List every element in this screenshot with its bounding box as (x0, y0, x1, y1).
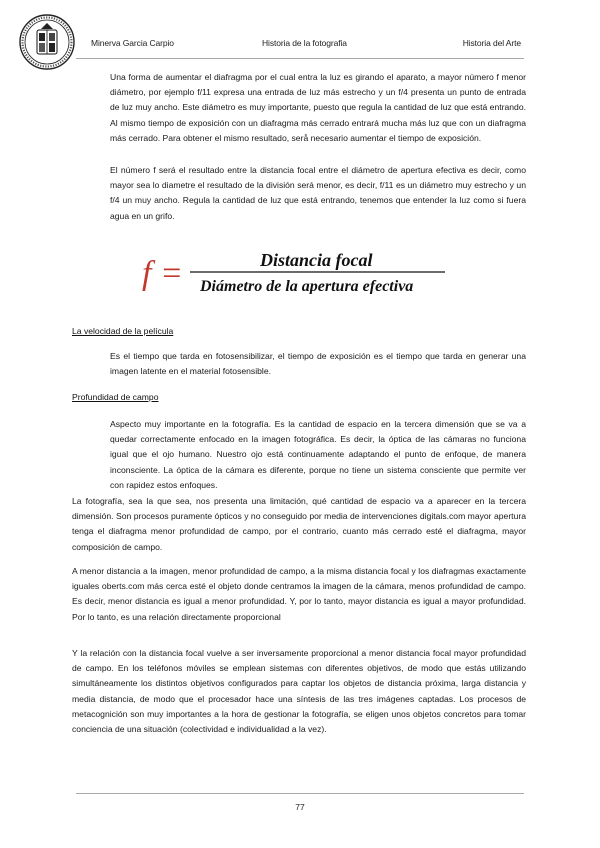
paragraph-limitation: La fotografía, sea la que sea, nos presenta una limitación, qué cantidad de espacio va a aparecer en la tercera dimensión. Son procesos puramente ópticos y no conseguido por media de intervenciones digitals.com mayor apertura tenga el diafragma menor profundidad de campo, por el contrario, cuanto más cerrado esté el diafragma, mayor composición de campo. (72, 496, 526, 552)
paragraph-depth-of-field: Aspecto muy importante en la fotografía. Es la cantidad de espacio en la tercera dimensión que se va a quedar correctamente enfocado en la imagen fotográfica. Es decir, la óptica de las cámaras no funciona igual que el ojo humano. Nuestro ojo está continuamente adaptando el punto de enfoque, de manera inconsciente. La óptica de la cámara es diferente, porque no tiene un sistema consciente que permite ver con rapidez estos enfoques. (110, 419, 526, 490)
header-divider (76, 58, 524, 59)
heading-depth-of-field: Profundidad de campo (72, 392, 159, 402)
paragraph-film-speed: Es el tiempo que tarda en fotosensibilizar, el tiempo de exposición es el tiempo que tarda en generar una imagen latente en el material fotosensible. (110, 351, 526, 377)
heading-film-speed: La velocidad de la película (72, 326, 174, 336)
paragraph-f-number: El número f será el resultado entre la distancia focal entre el diámetro de apertura efectiva es decir, como mayor sea lo diametre el resultado de la división será menor, es decir, f/11 es un diámetro muy estrecho y un f/4 un muy ancho. Regula la cantidad de luz que está entrando, tenemos que entender la luz como si fuera agua en un grifo. (110, 165, 526, 221)
header-author: Minerva Garcia Carpio (91, 38, 174, 48)
header-subject: Historia del Arte (462, 38, 521, 48)
university-seal-logo (19, 14, 75, 70)
paragraph-focal-distance: Y la relación con la distancia focal vuelve a ser inversamente proporcional a menor distancia focal mayor profundidad de campo. En los teléfonos móviles se emplean sistemas con diferentes objetivos, de modo que estás utilizando simultáneamente los distintos objetivos configurados para captar los objetos de distancia próxima, larga distancia y media distancia, de modo que el procesador hace una síntesis de las tres imágenes captadas. Los procesos de metacognición son muy importantes a la hora de gestionar la fotografía, se eligen unos objetos concretos para tomar conciencia de una situación (colectividad e individualidad a la vez). (72, 648, 526, 735)
header-document-title: Historia de la fotografia (262, 38, 347, 48)
paragraph-aperture: Una forma de aumentar el diafragma por el cual entra la luz es girando el aparato, a mayor número f menor diámetro, por ejemplo f/11 expresa una entrada de luz más estrecho y un f/4 presenta un punto de entrada de luz muy ancho. Este diámetro es muy importante, puesto que regula la cantidad de luz que está entrando. Al mismo tiempo de exposición con un diafragma más cerrado entrará mucha más luz que con un diafragma más cerrado. Para obtener el mismo resultado, serå necesario aumentar el tiempo de exposición. (110, 72, 526, 143)
formula-numerator: Distancia focal (260, 250, 373, 270)
paragraph-distance: A menor distancia a la imagen, menor profundidad de campo, a la misma distancia focal y los diafragmas exactamente iguales oberts.com más cerca esté el objeto donde centramos la imagen de la cámara, menos profundidad de campo. Es decir, menor distancia es igual a menor profundidad. Y, por lo tanto, mayor distancia es igual a mayor profundidad. Por lo tanto, es una relación directamente proporcional (72, 566, 526, 622)
formula-denominator: Diámetro de la apertura efectiva (200, 278, 414, 294)
page-number: 77 (295, 802, 305, 812)
footer-divider (76, 793, 524, 794)
formula-lhs: f = (142, 255, 183, 292)
f-number-formula (140, 246, 450, 294)
